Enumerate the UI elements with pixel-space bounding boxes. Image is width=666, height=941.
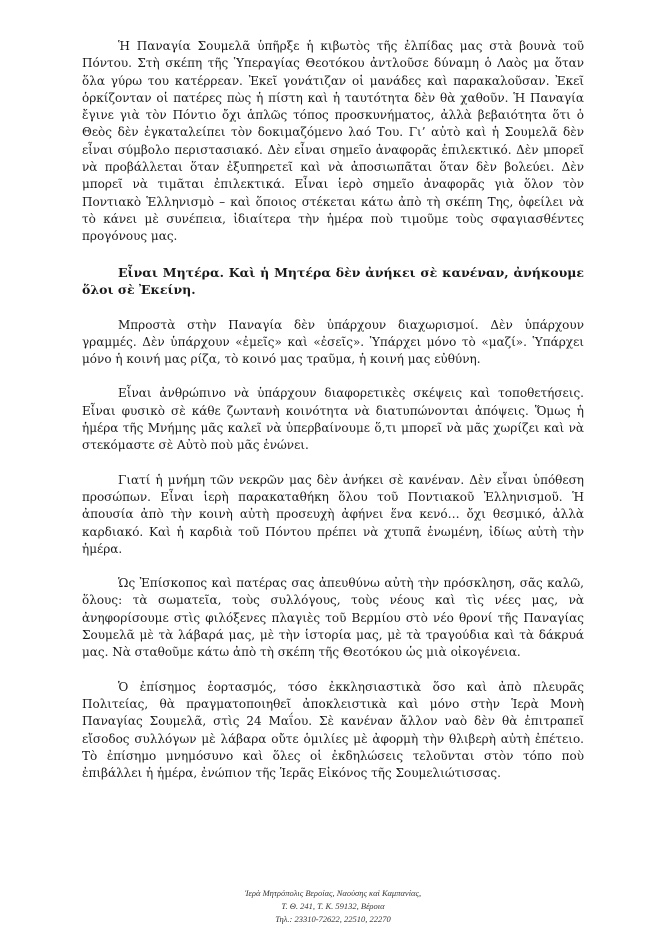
paragraph-different-views: Εἶναι ἀνθρώπινο νὰ ὑπάρχουν διαφορετικὲς σκέψεις καὶ τοποθετήσεις. Εἶναι φυσικὸ σὲ κάθε ζωντανὴ κοινότητα νὰ διατυπώνονται ἀπόψεις. Ὅμως ἡ ἡμέρα τῆς Μνήμης μᾶς καλεῖ νὰ ὑπερβαίνουμε ὅ,τι μπορεῖ νὰ μᾶς χωρίζει καὶ νὰ στεκόμαστε σὲ Αὐτὸ ποὺ μᾶς ἑνώνει.: [82, 386, 584, 453]
footer-phone-numbers: Τηλ.: 23310-72622, 22510, 22270: [275, 914, 391, 924]
paragraph-no-divisions: Μπροστὰ στὴν Παναγία δὲν ὑπάρχουν διαχωρισμοί. Δὲν ὑπάρχουν γραμμές. Δὲν ὑπάρχουν «ἐμεῖς» καὶ «ἐσεῖς». Ὑπάρχει μόνο τὸ «μαζί». Ὑπάρχει μόνο ἡ κοινή μας ρίζα, τὸ κοινό μας τραῦμα, ἡ κοινή μας εὐθύνη.: [82, 317, 584, 367]
paragraph-memory-of-dead: Γιατί ἡ μνήμη τῶν νεκρῶν μας δὲν ἀνήκει σὲ κανέναν. Δὲν εἶναι ὑπόθεση προσώπων. Εἶναι ἱερὴ παρακαταθήκη ὅλου τοῦ Ποντιακοῦ Ἑλληνισμοῦ. Ἡ ἀπουσία ἀπὸ τὴν κοινὴ αὐτὴ προσευχὴ ἀφήνει ἕνα κενό… ὄχι θεσμικό, ἀλλὰ καρδιακό. Καὶ ἡ καρδιὰ τοῦ Πόντου πρέπει νὰ χτυπᾶ ἑνωμένη, ἰδίως αὐτὴ τὴν ἡμέρα.: [82, 472, 584, 556]
section-heading: Εἶναι Μητέρα. Καὶ ἡ Μητέρα δὲν ἀνήκει σὲ κανέναν, ἀνήκουμε ὅλοι σὲ Ἐκείνη.: [82, 264, 584, 298]
paragraph-official-celebration: Ὁ ἐπίσημος ἑορτασμός, τόσο ἐκκλησιαστικὰ ὅσο καὶ ἀπὸ πλευρᾶς Πολιτείας, θὰ πραγματοποιηθεῖ ἀποκλειστικὰ καὶ μόνο στὴν Ἱερὰ Μονὴ Παναγίας Σουμελᾶ, στὶς 24 Μαΐου. Σὲ κανέναν ἄλλον ναὸ δὲν θὰ ἐπιτραπεῖ εἴσοδος συλλόγων μὲ λάβαρα οὔτε ὁμιλίες μὲ ἀφορμὴ τὴν θλιβερὴ αὐτὴ ἐπέτειο. Τὸ ἐπίσημο μνημόσυνο καὶ ὅλες οἱ ἐκδηλώσεις τελοῦνται στὸν τόπο ποὺ ἐπιβάλλει ἡ ἡμέρα, ἐνώπιον τῆς Ἱερᾶς Εἰκόνος τῆς Σουμελιώτισσας.: [82, 679, 584, 781]
page-footer: [0, 887, 666, 926]
paragraph-bishop-invitation: Ὡς Ἐπίσκοπος καὶ πατέρας σας ἀπευθύνω αὐτὴ τὴν πρόσκληση, σᾶς καλῶ, ὅλους: τὰ σωματεῖα, τοὺς συλλόγους, τοὺς νέους καὶ τὶς νέες μας, νὰ ἀνηφορίσουμε στὶς φιλόξενες πλαγιὲς τοῦ Βερμίου στὸ νέο θρονί τῆς Παναγίας Σουμελᾶ μὲ τὰ λάβαρά μας, μὲ τὴν ἱστορία μας, μὲ τὰ τραγούδια καὶ τὰ δάκρυά μας. Νὰ σταθοῦμε κάτω ἀπὸ τὴ σκέπη τῆς Θεοτόκου ὡς μιὰ οἰκογένεια.: [82, 576, 584, 660]
paragraph-soumela-ark: Ἡ Παναγία Σουμελᾶ ὑπῆρξε ἡ κιβωτὸς τῆς ἐλπίδας μας στὰ βουνὰ τοῦ Πόντου. Στὴ σκέπη τῆς Ὑπεραγίας Θεοτόκου ἀντλοῦσε δύναμη ὁ Λαὸς μα ὅταν ὅλα γύρω του κατέρρεαν. Ἐκεῖ γονάτιζαν οἱ μανάδες καὶ παρακαλοῦσαν. Ἐκεῖ ὁρκίζονταν οἱ πατέρες πὼς ἡ πίστη καὶ ἡ ταυτότητα δὲν θὰ χαθοῦν. Ἡ Παναγία ἔγινε γιὰ τὸν Πόντιο ὄχι ἁπλῶς τόπος προσκυνήματος, ἀλλὰ βεβαιότητα ὅτι ὁ Θεὸς δὲν ἐγκαταλείπει τὸν δοκιμαζόμενο λαό Του. Γι’ αὐτὸ καὶ ἡ Σουμελᾶ δὲν εἶναι σύμβολο περιστασιακό. Δὲν εἶναι σημεῖο ἀναφορᾶς ἐπιλεκτικό. Δὲν μπορεῖ νὰ προβάλλεται ὅταν ἐξυπηρετεῖ καὶ νὰ ἀποσιωπᾶται ὅταν δὲν βολεύει. Δὲν μπορεῖ νὰ τιμᾶται ἐπιλεκτικά. Εἶναι ἱερὸ σημεῖο ἀναφορᾶς γιὰ ὅλον τὸν Ποντιακὸ Ἑλληνισμὸ – καὶ ὅποιος στέκεται κάτω ἀπὸ τὴ σκέπη Της, ὀφείλει νὰ τὸ κάνει μὲ συνέπεια, ἰδιαίτερα τὴν ἡμέρα ποὺ τιμοῦμε τοὺς σφαγιασθέντες προγόνους μας.: [82, 39, 584, 244]
footer-postal-address: Τ. Θ. 241, Τ. Κ. 59132, Βέροια: [281, 901, 385, 911]
footer-metropolis-name: Ἱερὰ Μητρόπολις Βεροίας, Ναούσης καὶ Καμπανίας,: [244, 888, 422, 898]
